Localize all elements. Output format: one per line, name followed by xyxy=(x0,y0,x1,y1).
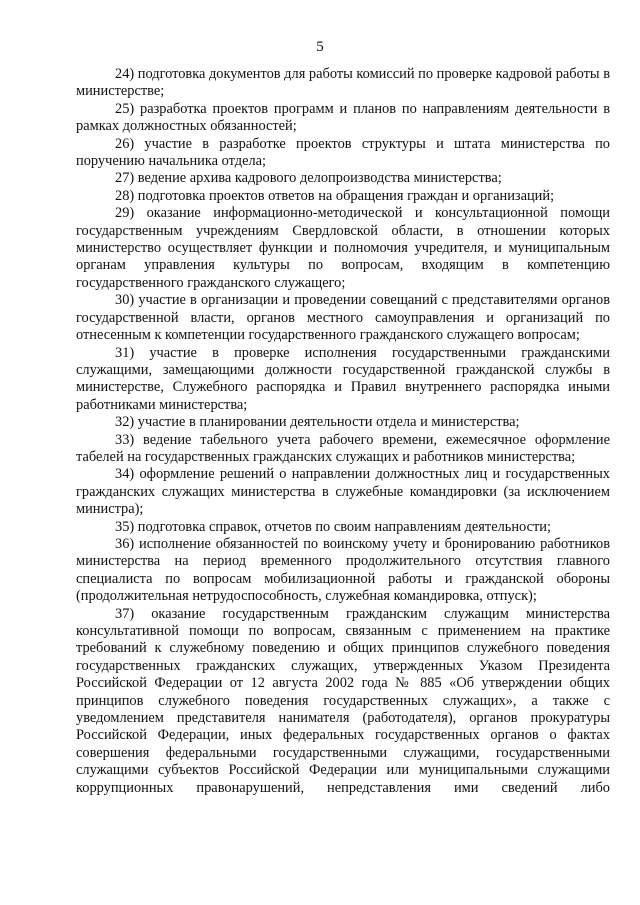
list-item-26: 26) участие в разработке проектов структуры и штата министерства по поручению начальника отдела; xyxy=(76,135,610,170)
list-item-33: 33) ведение табельного учета рабочего времени, ежемесячное оформление табелей на государственных гражданских служащих и работников министерства; xyxy=(76,431,610,465)
list-item-24: 24) подготовка документов для работы комиссий по проверке кадровой работы в министерстве; xyxy=(76,66,610,100)
page-number: 5 xyxy=(316,39,324,55)
list-item-31: 31) участие в проверке исполнения государственными гражданскими служащими, замещающими должности государственной гражданской службы в министерстве, Служебного распорядка и Правил внутреннего распорядка иными работниками министерства; xyxy=(76,344,610,413)
list-item-27: 27) ведение архива кадрового делопроизводства министерства; xyxy=(115,170,502,187)
list-item-34: 34) оформление решений о направлении должностных лиц и государственных гражданских служащих министерства в служебные командировки (за исключением министра); xyxy=(76,466,610,518)
list-item-30: 30) участие в организации и проведении совещаний с представителями органов государственной власти, органов местного самоуправления и организаций по отнесенным к компетенции государственного гражданского служащего вопросам; xyxy=(76,292,610,344)
list-item-37: 37) оказание государственным гражданским служащим министерства консультативной помощи по вопросам, связанным с применением на практике требований к служебному поведению и общих принципов служебного поведения государственных гражданских служащих, утвержденных Указом Президента Российской Федерации от 12 августа 2002 года № 885 «Об утверждении общих принципов служебного поведения государственных служащих», а также с уведомлением представителя нанимателя (работодателя), органов прокуратуры Российской Федерации, иных федеральных государственных органов о фактах совершения федеральными государственными служащими, государственными служащими субъектов Российской Федерации или муниципальными служащими коррупционных правонарушений, непредставления ими сведений либо xyxy=(76,605,610,796)
list-item-28: 28) подготовка проектов ответов на обращения граждан и организаций; xyxy=(115,187,555,204)
list-item-36: 36) исполнение обязанностей по воинскому учету и бронированию работников министерства на период временного продолжительного отсутствия главного специалиста по вопросам мобилизационной работы и гражданской обороны (продолжительная нетрудоспособность, служебная командировка, отпуск); xyxy=(76,535,610,605)
list-item-32: 32) участие в планировании деятельности отдела и министерства; xyxy=(115,414,520,431)
list-item-35: 35) подготовка справок, отчетов по своим направлениям деятельности; xyxy=(115,518,551,535)
list-item-25: 25) разработка проектов программ и планов по направлениям деятельности в рамках должностных обязанностей; xyxy=(76,100,610,135)
list-item-29: 29) оказание информационно-методической и консультационной помощи государственным учреждениям Свердловской области, в отношении которых министерство осуществляет функции и полномочия учредителя, и муниципальным органам управления культуры по вопросам, входящим в компетенцию государственного гражданского служащего; xyxy=(76,205,610,291)
document-body xyxy=(76,66,610,797)
